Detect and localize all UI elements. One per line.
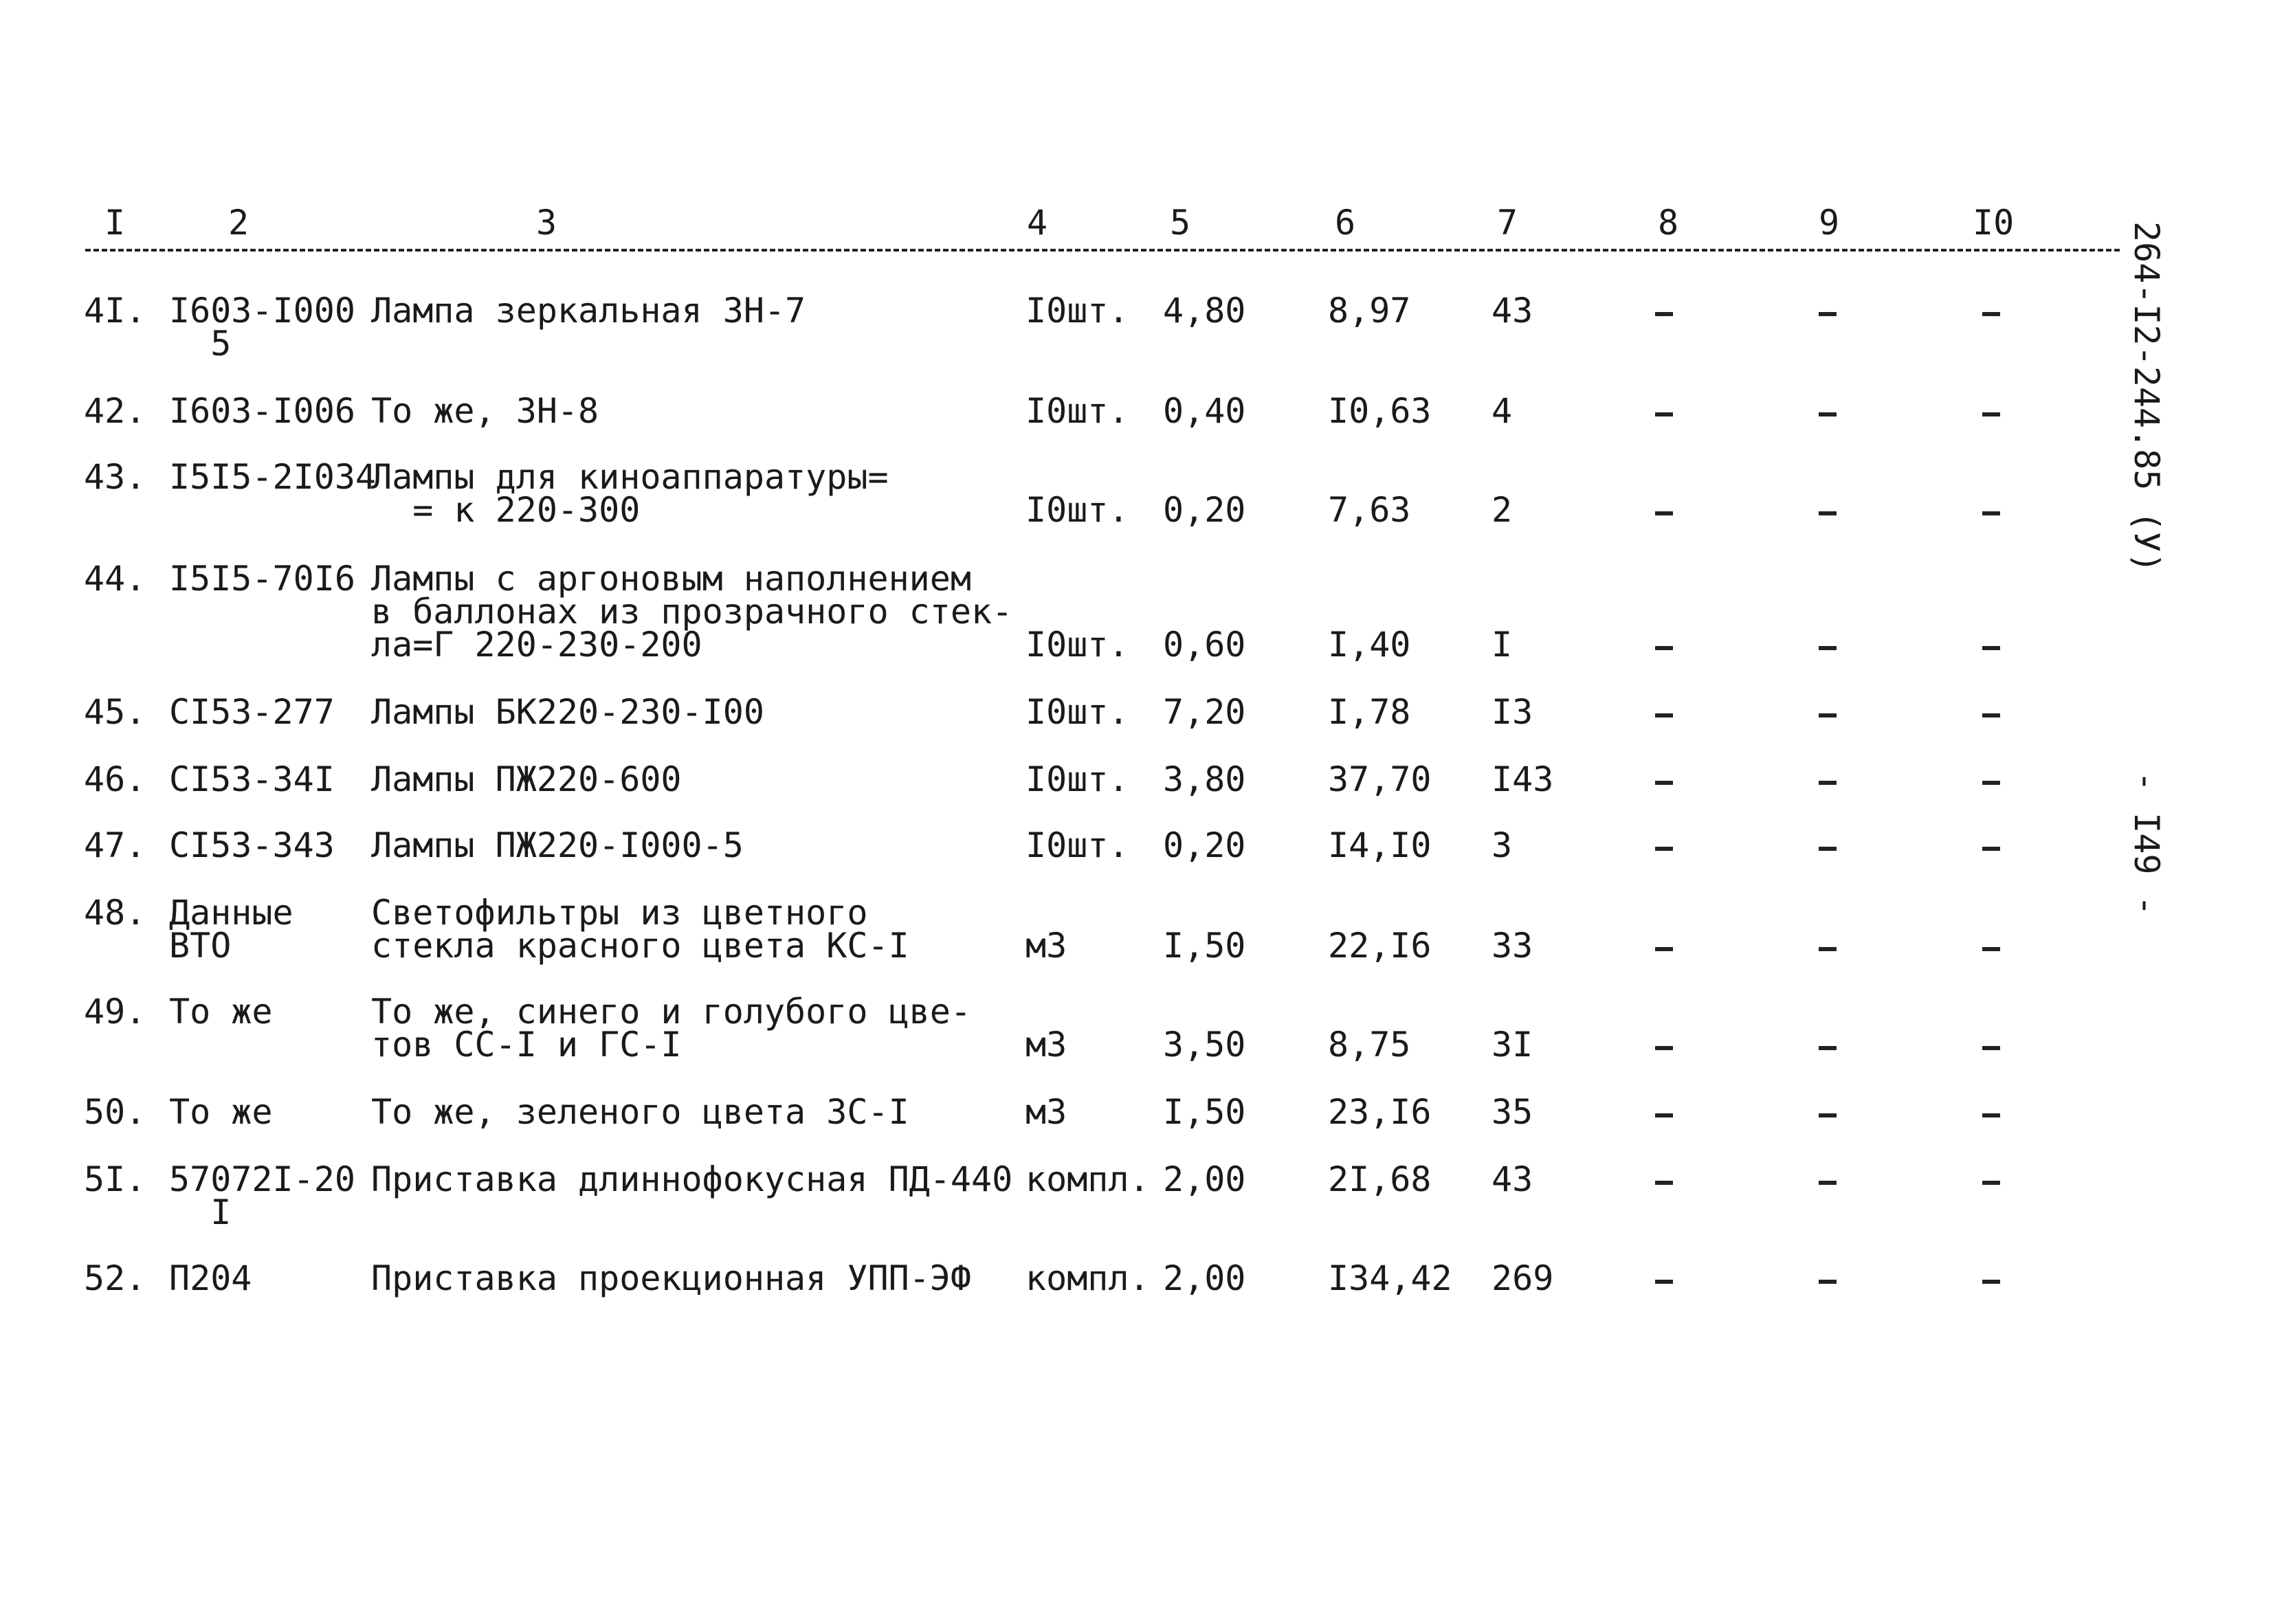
item-price: 37,70 bbox=[1328, 759, 1432, 799]
item-price: 8,97 bbox=[1328, 291, 1411, 331]
col9-dash bbox=[1819, 646, 1837, 650]
item-total: 3 bbox=[1492, 825, 1513, 865]
row-number: 47. bbox=[84, 825, 146, 865]
item-name: Приставка проекционная УПП-ЭФ bbox=[371, 1258, 971, 1298]
page-number: - I49 - bbox=[2127, 771, 2166, 916]
table-header bbox=[0, 203, 2131, 247]
item-price: 23,I6 bbox=[1328, 1092, 1432, 1132]
col8-dash bbox=[1655, 1181, 1673, 1185]
item-total: 43 bbox=[1492, 291, 1533, 331]
item-code: I5I5-70I6 bbox=[169, 559, 355, 599]
item-unit: компл. bbox=[1025, 1159, 1150, 1199]
item-total: 43 bbox=[1492, 1159, 1533, 1199]
item-name: Приставка длиннофокусная ПД-440 bbox=[371, 1159, 1013, 1199]
item-price: I34,42 bbox=[1328, 1258, 1452, 1298]
row-number: 44. bbox=[84, 559, 146, 599]
item-code: СI53-277 bbox=[169, 692, 335, 732]
column-header: I bbox=[104, 203, 126, 243]
item-unit: I0шт. bbox=[1025, 759, 1129, 799]
col8-dash bbox=[1655, 781, 1673, 785]
item-total: I3 bbox=[1492, 692, 1533, 732]
column-header: 5 bbox=[1170, 203, 1191, 243]
col9-dash bbox=[1819, 847, 1837, 851]
column-header: I0 bbox=[1973, 203, 2015, 243]
col8-dash bbox=[1655, 646, 1673, 650]
col10-dash bbox=[1982, 1181, 2000, 1185]
item-quantity: 0,20 bbox=[1163, 490, 1246, 530]
col9-dash bbox=[1819, 1181, 1837, 1185]
item-total: I43 bbox=[1492, 759, 1554, 799]
col10-dash bbox=[1982, 947, 2000, 951]
col9-dash bbox=[1819, 1046, 1837, 1050]
column-header: 4 bbox=[1027, 203, 1048, 243]
col8-dash bbox=[1655, 412, 1673, 416]
item-quantity: I,50 bbox=[1163, 1092, 1246, 1132]
col10-dash bbox=[1982, 511, 2000, 515]
item-quantity: 3,80 bbox=[1163, 759, 1246, 799]
col8-dash bbox=[1655, 1113, 1673, 1117]
column-header: 9 bbox=[1819, 203, 1840, 243]
col8-dash bbox=[1655, 1280, 1673, 1284]
item-code: 57072I-20 I bbox=[169, 1159, 355, 1232]
col9-dash bbox=[1819, 1113, 1837, 1117]
item-name: Лампы с аргоновым наполнением в баллонах из прозрачного стек- ла=Г 220-230-200 bbox=[371, 559, 1013, 665]
col8-dash bbox=[1655, 713, 1673, 718]
item-code: I5I5-2I034 bbox=[169, 457, 377, 497]
item-name: Лампа зеркальная ЗН-7 bbox=[371, 291, 806, 331]
item-price: 8,75 bbox=[1328, 1025, 1411, 1065]
item-name: Лампы ПЖ220-600 bbox=[371, 759, 682, 799]
item-total: 4 bbox=[1492, 391, 1513, 431]
item-unit: м3 bbox=[1025, 1092, 1067, 1132]
item-total: 269 bbox=[1492, 1258, 1554, 1298]
col10-dash bbox=[1982, 412, 2000, 416]
item-quantity: 7,20 bbox=[1163, 692, 1246, 732]
item-price: 7,63 bbox=[1328, 490, 1411, 530]
col9-dash bbox=[1819, 511, 1837, 515]
row-number: 43. bbox=[84, 457, 146, 497]
item-unit: м3 bbox=[1025, 926, 1067, 966]
col10-dash bbox=[1982, 1280, 2000, 1284]
item-quantity: 2,00 bbox=[1163, 1159, 1246, 1199]
item-unit: м3 bbox=[1025, 1025, 1067, 1065]
col9-dash bbox=[1819, 781, 1837, 785]
col8-dash bbox=[1655, 847, 1673, 851]
item-unit: I0шт. bbox=[1025, 825, 1129, 865]
item-total: 33 bbox=[1492, 926, 1533, 966]
item-name: Лампы для киноаппаратуры= = к 220-300 bbox=[371, 457, 889, 530]
column-header: 2 bbox=[228, 203, 250, 243]
col8-dash bbox=[1655, 511, 1673, 515]
col10-dash bbox=[1982, 713, 2000, 718]
row-number: 45. bbox=[84, 692, 146, 732]
item-unit: I0шт. bbox=[1025, 490, 1129, 530]
item-name: Светофильтры из цветного стекла красного цвета КС-I bbox=[371, 893, 909, 966]
column-header: 6 bbox=[1335, 203, 1356, 243]
item-name: Лампы БК220-230-I00 bbox=[371, 692, 764, 732]
column-header: 7 bbox=[1497, 203, 1518, 243]
col8-dash bbox=[1655, 312, 1673, 316]
row-number: 42. bbox=[84, 391, 146, 431]
item-code: СI53-343 bbox=[169, 825, 335, 865]
row-number: 4I. bbox=[84, 291, 146, 331]
item-quantity: 2,00 bbox=[1163, 1258, 1246, 1298]
col10-dash bbox=[1982, 646, 2000, 650]
col9-dash bbox=[1819, 713, 1837, 718]
col10-dash bbox=[1982, 781, 2000, 785]
row-number: 46. bbox=[84, 759, 146, 799]
col8-dash bbox=[1655, 1046, 1673, 1050]
col9-dash bbox=[1819, 1280, 1837, 1284]
row-number: 48. bbox=[84, 893, 146, 933]
item-total: I bbox=[1492, 625, 1513, 665]
item-unit: I0шт. bbox=[1025, 625, 1129, 665]
row-number: 49. bbox=[84, 992, 146, 1032]
item-unit: I0шт. bbox=[1025, 391, 1129, 431]
col9-dash bbox=[1819, 947, 1837, 951]
col10-dash bbox=[1982, 312, 2000, 316]
header-divider bbox=[85, 249, 2120, 252]
row-number: 52. bbox=[84, 1258, 146, 1298]
item-total: 2 bbox=[1492, 490, 1513, 530]
item-price: 22,I6 bbox=[1328, 926, 1432, 966]
item-unit: I0шт. bbox=[1025, 692, 1129, 732]
item-unit: компл. bbox=[1025, 1258, 1150, 1298]
col9-dash bbox=[1819, 312, 1837, 316]
item-quantity: 4,80 bbox=[1163, 291, 1246, 331]
item-price: I,40 bbox=[1328, 625, 1411, 665]
item-price: I0,63 bbox=[1328, 391, 1432, 431]
item-unit: I0шт. bbox=[1025, 291, 1129, 331]
col9-dash bbox=[1819, 412, 1837, 416]
item-price: I,78 bbox=[1328, 692, 1411, 732]
item-quantity: 0,20 bbox=[1163, 825, 1246, 865]
item-total: 3I bbox=[1492, 1025, 1533, 1065]
item-total: 35 bbox=[1492, 1092, 1533, 1132]
item-name: То же, синего и голубого цве- тов СС-I и ГС-I bbox=[371, 992, 971, 1065]
item-quantity: I,50 bbox=[1163, 926, 1246, 966]
item-code: П204 bbox=[169, 1258, 252, 1298]
column-header: 8 bbox=[1658, 203, 1679, 243]
item-code: СI53-34I bbox=[169, 759, 335, 799]
item-quantity: 3,50 bbox=[1163, 1025, 1246, 1065]
item-price: I4,I0 bbox=[1328, 825, 1432, 865]
col8-dash bbox=[1655, 947, 1673, 951]
item-code: I603-I000 5 bbox=[169, 291, 355, 364]
row-number: 5I. bbox=[84, 1159, 146, 1199]
item-code: То же bbox=[169, 992, 273, 1032]
item-name: То же, зеленого цвета ЗС-I bbox=[371, 1092, 909, 1132]
col10-dash bbox=[1982, 1046, 2000, 1050]
col10-dash bbox=[1982, 1113, 2000, 1117]
document-code: 264-I2-244.85 (У) bbox=[2127, 221, 2166, 573]
item-quantity: 0,40 bbox=[1163, 391, 1246, 431]
item-price: 2I,68 bbox=[1328, 1159, 1432, 1199]
item-name: То же, ЗН-8 bbox=[371, 391, 599, 431]
col10-dash bbox=[1982, 847, 2000, 851]
item-quantity: 0,60 bbox=[1163, 625, 1246, 665]
item-code: I603-I006 bbox=[169, 391, 355, 431]
item-name: Лампы ПЖ220-I000-5 bbox=[371, 825, 744, 865]
column-header: 3 bbox=[536, 203, 557, 243]
item-code: Данные ВТО bbox=[169, 893, 293, 966]
item-code: То же bbox=[169, 1092, 273, 1132]
row-number: 50. bbox=[84, 1092, 146, 1132]
